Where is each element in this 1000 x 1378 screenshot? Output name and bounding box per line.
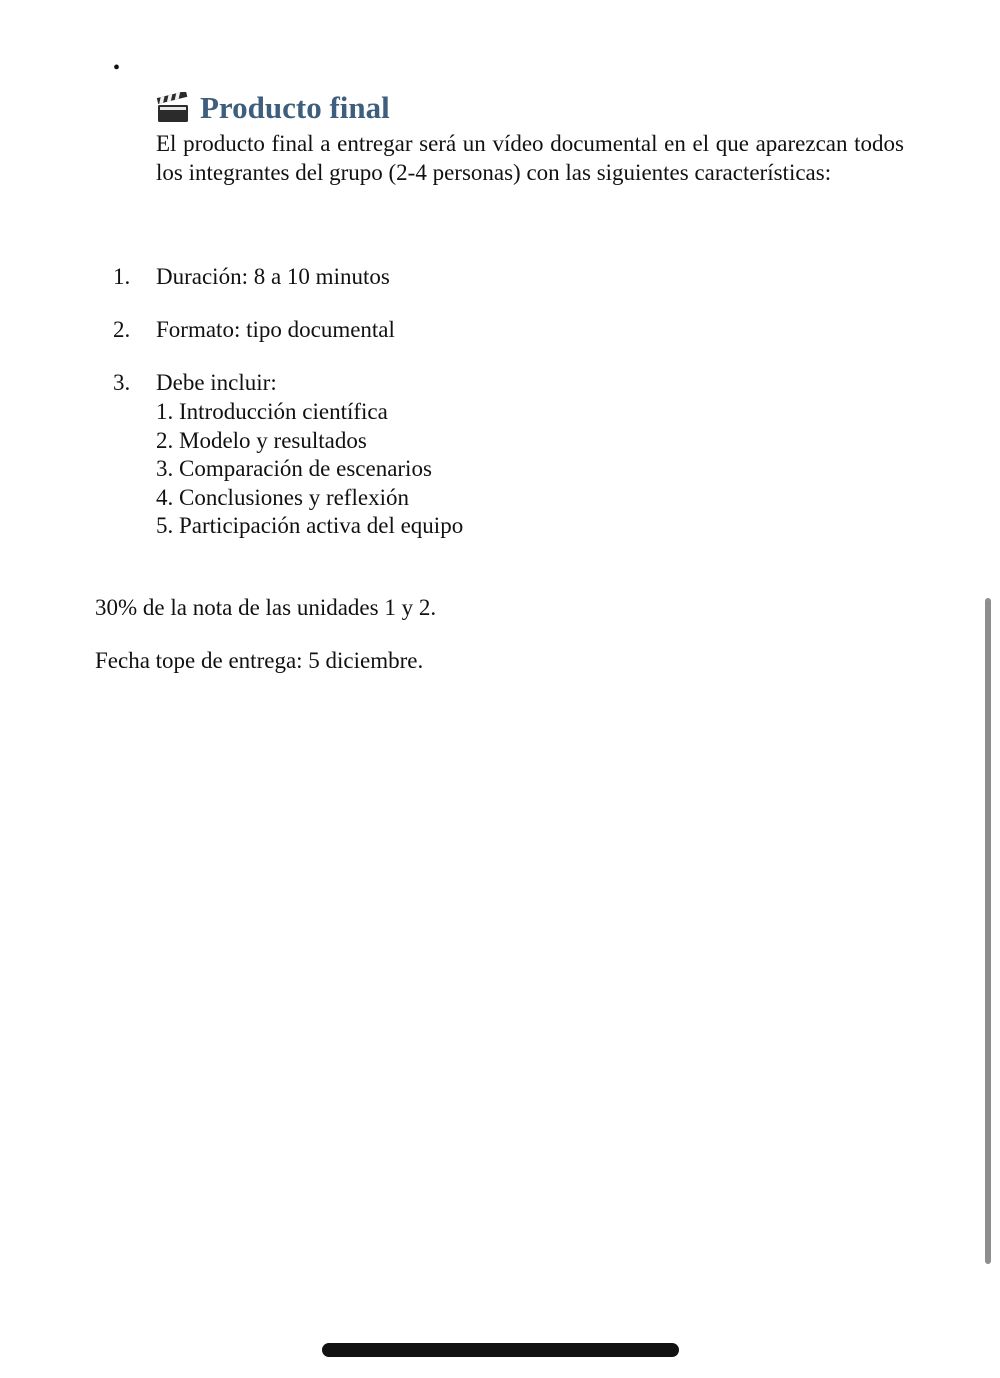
section-title: Producto final — [200, 90, 390, 125]
scrollbar[interactable] — [985, 598, 991, 1264]
clapperboard-icon — [156, 92, 190, 124]
sublist-item: 5. Participación activa del equipo — [156, 513, 464, 538]
bullet-marker: • — [113, 57, 121, 79]
list-number: 1. — [113, 264, 131, 289]
list-number: 3. — [113, 370, 131, 395]
sublist-item: 3. Comparación de escenarios — [156, 456, 432, 481]
home-indicator[interactable] — [322, 1343, 679, 1357]
section-heading — [156, 88, 904, 128]
list-number: 2. — [113, 317, 131, 342]
list-text: Debe incluir: — [156, 370, 277, 395]
producto-final-section — [156, 88, 904, 187]
list-text: Formato: tipo documental — [156, 317, 395, 342]
grade-note: 30% de la nota de las unidades 1 y 2. — [95, 595, 437, 620]
sublist-item: 2. Modelo y resultados — [156, 428, 367, 453]
list-text: Duración: 8 a 10 minutos — [156, 264, 390, 289]
intro-paragraph: El producto final a entregar será un vídeo documental en el que aparezcan todos los integrantes del grupo (2-4 personas) con las siguientes características: — [156, 131, 904, 185]
sublist-item: 1. Introducción científica — [156, 399, 388, 424]
sublist-item: 4. Conclusiones y reflexión — [156, 485, 409, 510]
deadline-note: Fecha tope de entrega: 5 diciembre. — [95, 648, 424, 673]
